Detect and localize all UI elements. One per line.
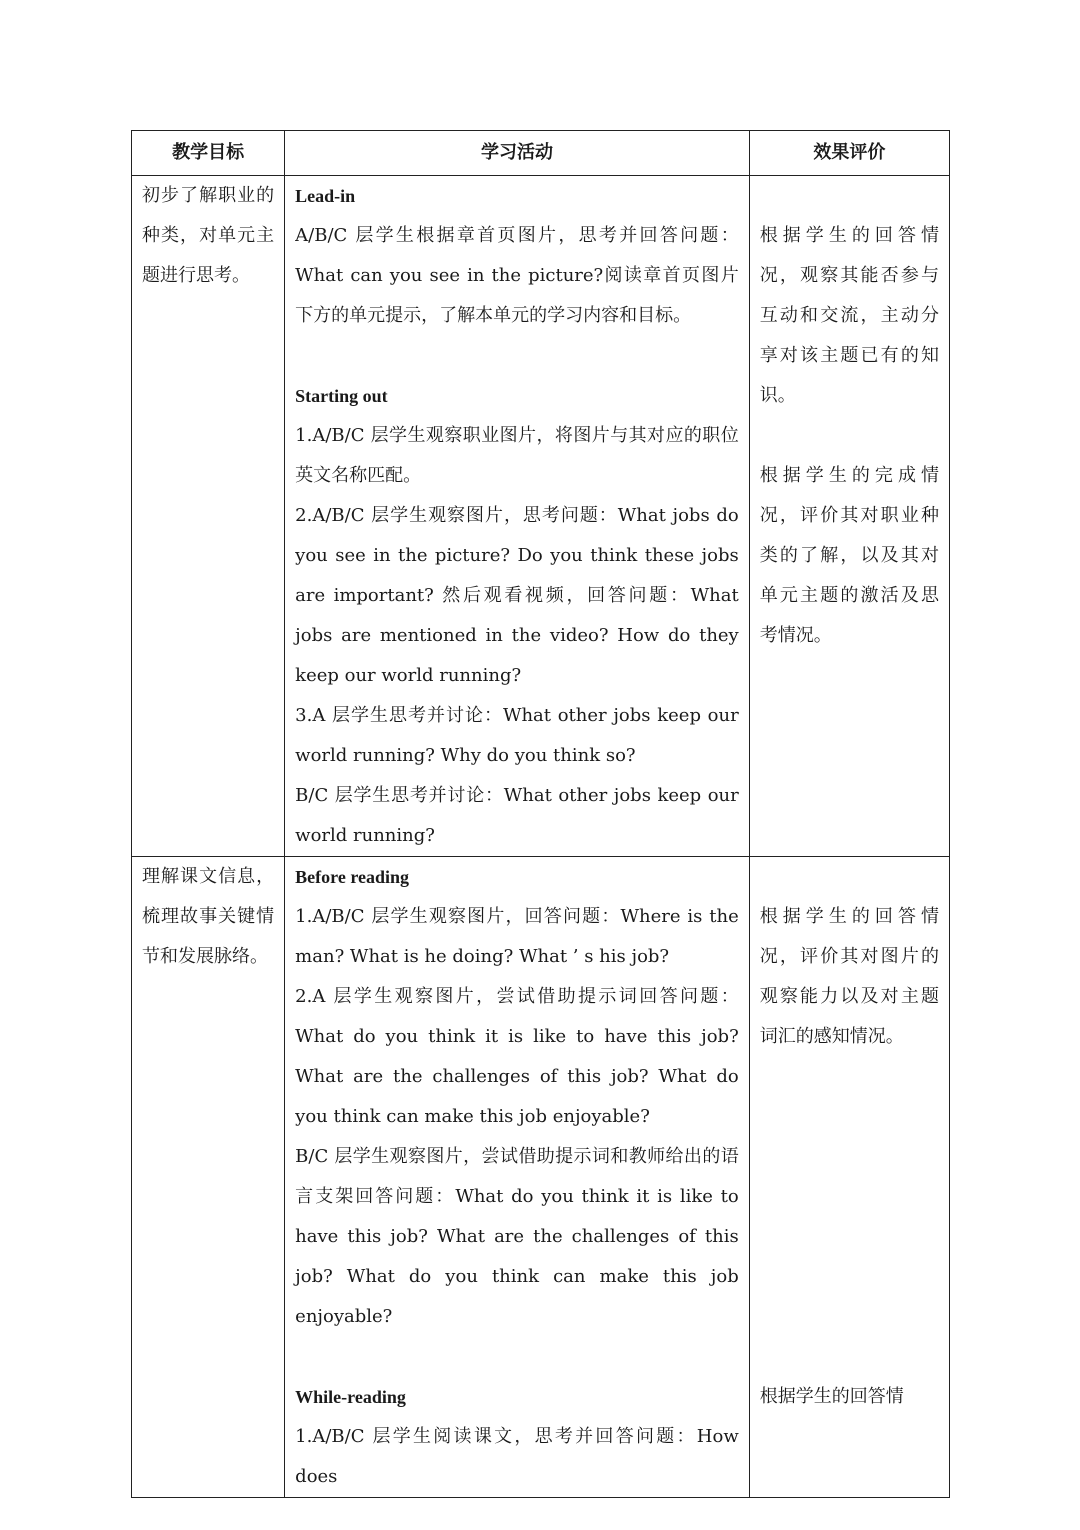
- section-heading: While-reading: [295, 1387, 406, 1407]
- table-header-row: [132, 131, 950, 176]
- activity-cell: [285, 857, 750, 1498]
- activity-paragraph: 2.A 层学生观察图片，尝试借助提示词回答问题：What do you think it is like to have this job? What are the challenges of this job? What do you think can make this job enjoyable?: [295, 986, 739, 1127]
- activity-paragraph: 3.A 层学生思考并讨论：What other jobs keep our world running? Why do you think so?: [295, 705, 739, 766]
- goal-text: 理解课文信息，梳理故事关键情节和发展脉络。: [142, 866, 275, 967]
- activity-paragraph: 1.A/B/C 层学生观察职业图片，将图片与其对应的职位英文名称匹配。: [295, 425, 739, 486]
- table-row: [132, 857, 950, 1498]
- section-heading: Before reading: [295, 867, 409, 887]
- evaluation-text: 根据学生的回答情况，观察其能否参与互动和交流，主动分享对该主题已有的知识。: [759, 225, 939, 406]
- activity-cell: [285, 176, 750, 857]
- goal-text: 初步了解职业的种类，对单元主题进行思考。: [142, 185, 275, 286]
- header-teaching-goal: 教学目标: [132, 131, 285, 176]
- evaluation-text: 根据学生的完成情况，评价其对职业种类的了解，以及其对单元主题的激活及思考情况。: [759, 465, 939, 646]
- activity-paragraph: 1.A/B/C 层学生阅读课文，思考并回答问题：How does: [295, 1426, 739, 1487]
- evaluation-text: 根据学生的回答情: [759, 1386, 904, 1407]
- activity-paragraph: B/C 层学生思考并讨论：What other jobs keep our world running?: [295, 785, 739, 846]
- table-row: [132, 176, 950, 857]
- header-learning-activity: 学习活动: [285, 131, 750, 176]
- activity-paragraph: B/C 层学生观察图片，尝试借助提示词和教师给出的语言支架回答问题：What do you think it is like to have this job? What are the challenges of this job? What do you think can make this job enjoyable?: [295, 1146, 739, 1327]
- evaluation-cell: [749, 176, 949, 857]
- lesson-plan-table: [131, 130, 950, 1498]
- header-effect-evaluation: 效果评价: [749, 131, 949, 176]
- goal-cell: [132, 857, 285, 1498]
- activity-paragraph: 2.A/B/C 层学生观察图片，思考问题：What jobs do you see in the picture? Do you think these jobs are important? 然后观看视频，回答问题：What jobs are mentioned in the video? How do they keep our world running?: [295, 505, 739, 686]
- section-heading: Lead-in: [295, 186, 356, 206]
- goal-cell: [132, 176, 285, 857]
- evaluation-cell: [749, 857, 949, 1498]
- evaluation-text: 根据学生的回答情况，评价其对图片的观察能力以及对主题词汇的感知情况。: [759, 906, 939, 1047]
- activity-paragraph: 1.A/B/C 层学生观察图片，回答问题：Where is the man? What is he doing? What ’ s his job?: [295, 906, 739, 967]
- section-heading: Starting out: [295, 386, 388, 406]
- activity-paragraph: A/B/C 层学生根据章首页图片，思考并回答问题：What can you see in the picture?阅读章首页图片下方的单元提示，了解本单元的学习内容和目标。: [295, 225, 739, 326]
